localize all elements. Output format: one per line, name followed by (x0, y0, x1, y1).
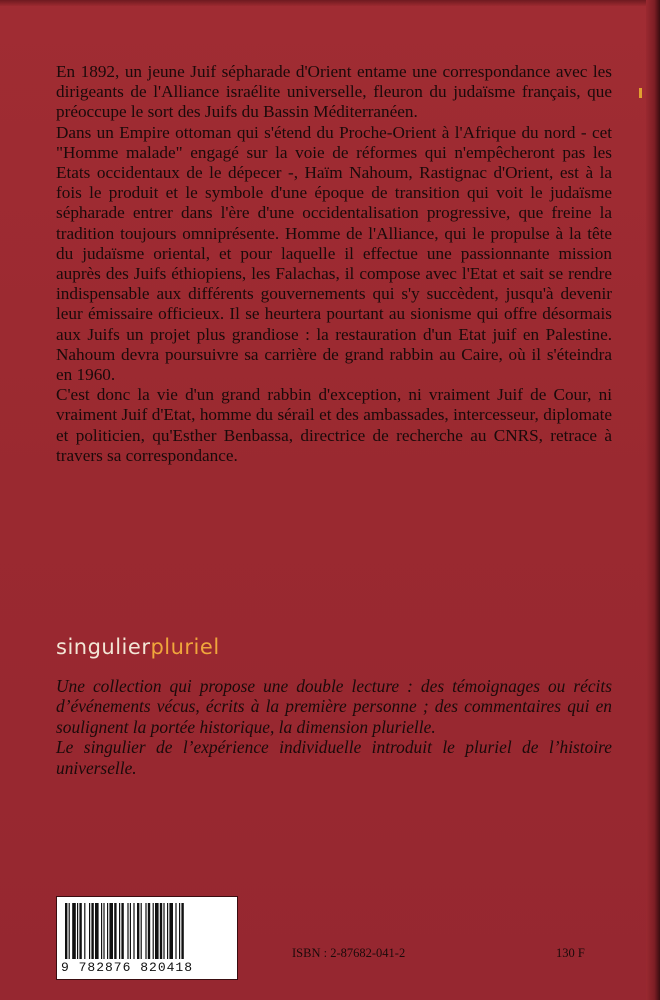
collection-description-1: Une collection qui propose une double lecture : des témoignages ou récits d’événements vécus, écrits à la première personne ; des commentaires qui en soulignent la portée historique, la dimension plurielle. (56, 676, 612, 737)
isbn: ISBN : 2-87682-041-2 (292, 946, 406, 960)
barcode-bars (65, 903, 229, 959)
cover-top-edge (0, 0, 660, 6)
barcode (56, 896, 238, 980)
logo-pluriel: pluriel (150, 635, 220, 659)
blurb-paragraph-2: Dans un Empire ottoman qui s'étend du Proche-Orient à l'Afrique du nord - cet "Homme malade" engagé sur la voie de réformes qui n'empêcheront pas les Etats occidentaux de le dépecer -, Haïm Nahoum, Rastignac d'Orient, est à la fois le produit et le symbole d'une époque de transition qui voit le judaïsme sépharade entrer dans l'ère d'une occidentalisation progressive, que freine la tradition toujours omniprésente. Homme de l'Alliance, qui le propulse à la tête du judaïsme oriental, et pour laquelle il effectue une passionnante mission auprès des Juifs éthiopiens, les Falachas, il compose avec l'Etat et sait se rendre indispensable aux différents gouvernements qui s'y succèdent, jusqu'à devenir leur émissaire officieux. Il se heurtera pourtant au sionisme qui offre désormais aux Juifs un projet plus grandiose : la restauration d'un Etat juif en Palestine. Nahoum devra poursuivre sa carrière de grand rabbin au Caire, où il s'éteindra en 1960. (56, 122, 612, 385)
cover-spine-edge (646, 0, 660, 1000)
blurb-paragraph-1: En 1892, un jeune Juif sépharade d'Orient entame une correspondance avec les dirigeants de l'Alliance israélite universelle, fleuron du judaïsme français, que préoccupe le sort des Juifs du Bassin Méditerranéen. (56, 62, 612, 122)
collection-description (56, 676, 612, 778)
collection-description-2: Le singulier de l’expérience individuelle introduit le pluriel de l’histoire universelle. (56, 737, 612, 778)
barcode-number: 9 782876 820418 (61, 960, 194, 975)
corner-mark (639, 88, 642, 98)
logo-singulier: singulier (56, 635, 151, 659)
back-cover-blurb (56, 62, 612, 466)
collection-logo (56, 635, 220, 659)
price: 130 F (556, 946, 585, 960)
blurb-paragraph-3: C'est donc la vie d'un grand rabbin d'exception, ni vraiment Juif de Cour, ni vraiment Juif d'Etat, homme du sérail et des ambassades, intercesseur, diplomate et politicien, qu'Esther Benbassa, directrice de recherche au CNRS, retrace à travers sa correspondance. (56, 385, 612, 465)
